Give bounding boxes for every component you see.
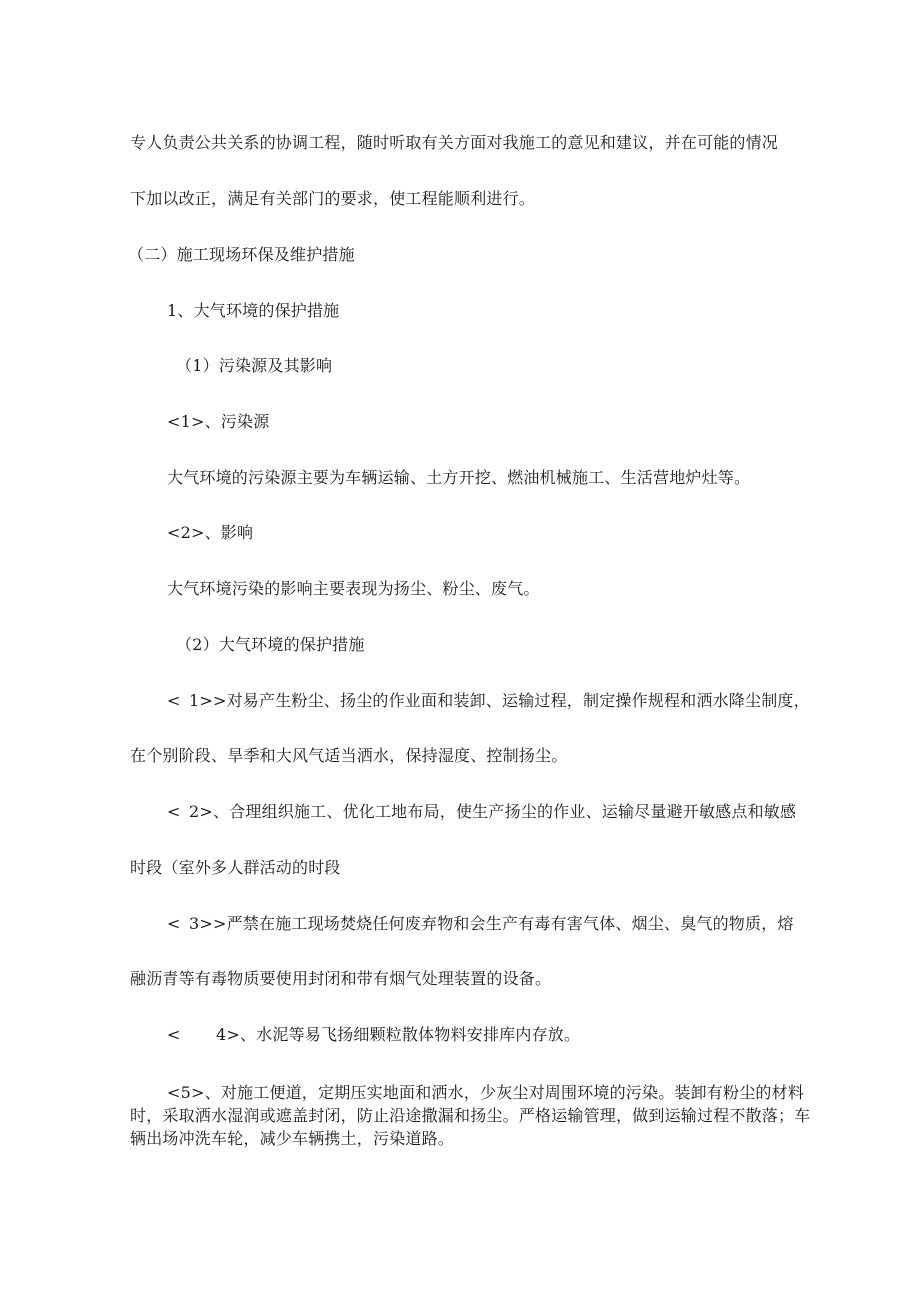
- item-heading-protection: （2）大气环境的保护措施: [176, 635, 365, 654]
- subsection-heading-air: 1、大气环境的保护措施: [167, 301, 340, 320]
- measure-1-line-2: 在个别阶段、旱季和大风气适当洒水，保持湿度、控制扬尘。: [130, 746, 568, 765]
- measure-3-line-1: 3>>严禁在施工现场焚烧任何废弃物和会生产有毒有害气体、烟尘、臭气的物质，熔: [189, 914, 794, 933]
- measure-2-line-2: 时段（室外多人群活动的时段: [130, 858, 341, 877]
- section-heading: （二）施工现场环保及维护措施: [128, 245, 355, 264]
- source-label: <1>、污染源: [167, 412, 270, 431]
- intro-line-2: 下加以改正，满足有关部门的要求，使工程能顺利进行。: [130, 189, 536, 208]
- item-heading-pollution-source: （1）污染源及其影响: [176, 356, 333, 375]
- measure-3-line-2: 融沥青等有毒物质要使用封闭和带有烟气处理装置的设备。: [130, 969, 552, 988]
- measure-4-text: 4>、水泥等易飞扬细颗粒散体物料安排库内存放。: [216, 1025, 581, 1044]
- measure-1-bracket: <: [167, 691, 181, 710]
- intro-line-1: 专人负责公共关系的协调工程，随时听取有关方面对我施工的意见和建议，并在可能的情况: [130, 133, 779, 152]
- source-text: 大气环境的污染源主要为车辆运输、土方开挖、燃油机械施工、生活营地炉灶等。: [167, 468, 751, 487]
- measure-3-bracket: <: [167, 914, 181, 933]
- measure-1-line-1: 1>>对易产生粉尘、扬尘的作业面和装卸、运输过程，制定操作规程和洒水降尘制度，: [189, 691, 810, 710]
- measure-2-bracket: <: [167, 802, 181, 821]
- impact-label: <2>、影响: [167, 523, 254, 542]
- measure-2-line-1: 2>、合理组织施工、优化工地布局，使生产扬尘的作业、运输尽量避开敏感点和敏感: [189, 802, 797, 821]
- impact-text: 大气环境污染的影响主要表现为扬尘、粉尘、废气。: [167, 579, 540, 598]
- measure-4-bracket: <: [167, 1025, 181, 1044]
- measure-5-paragraph: <5>、对施工便道，定期压实地面和洒水，少灰尘对周围环境的污染。装卸有粉尘的材料时，采取洒水湿润或遮盖封闭，防止沿途撒漏和扬尘。严格运输管理，做到运输过程不散落；车辆出场冲洗车轮，减少车辆携土，污染道路。: [130, 1083, 811, 1148]
